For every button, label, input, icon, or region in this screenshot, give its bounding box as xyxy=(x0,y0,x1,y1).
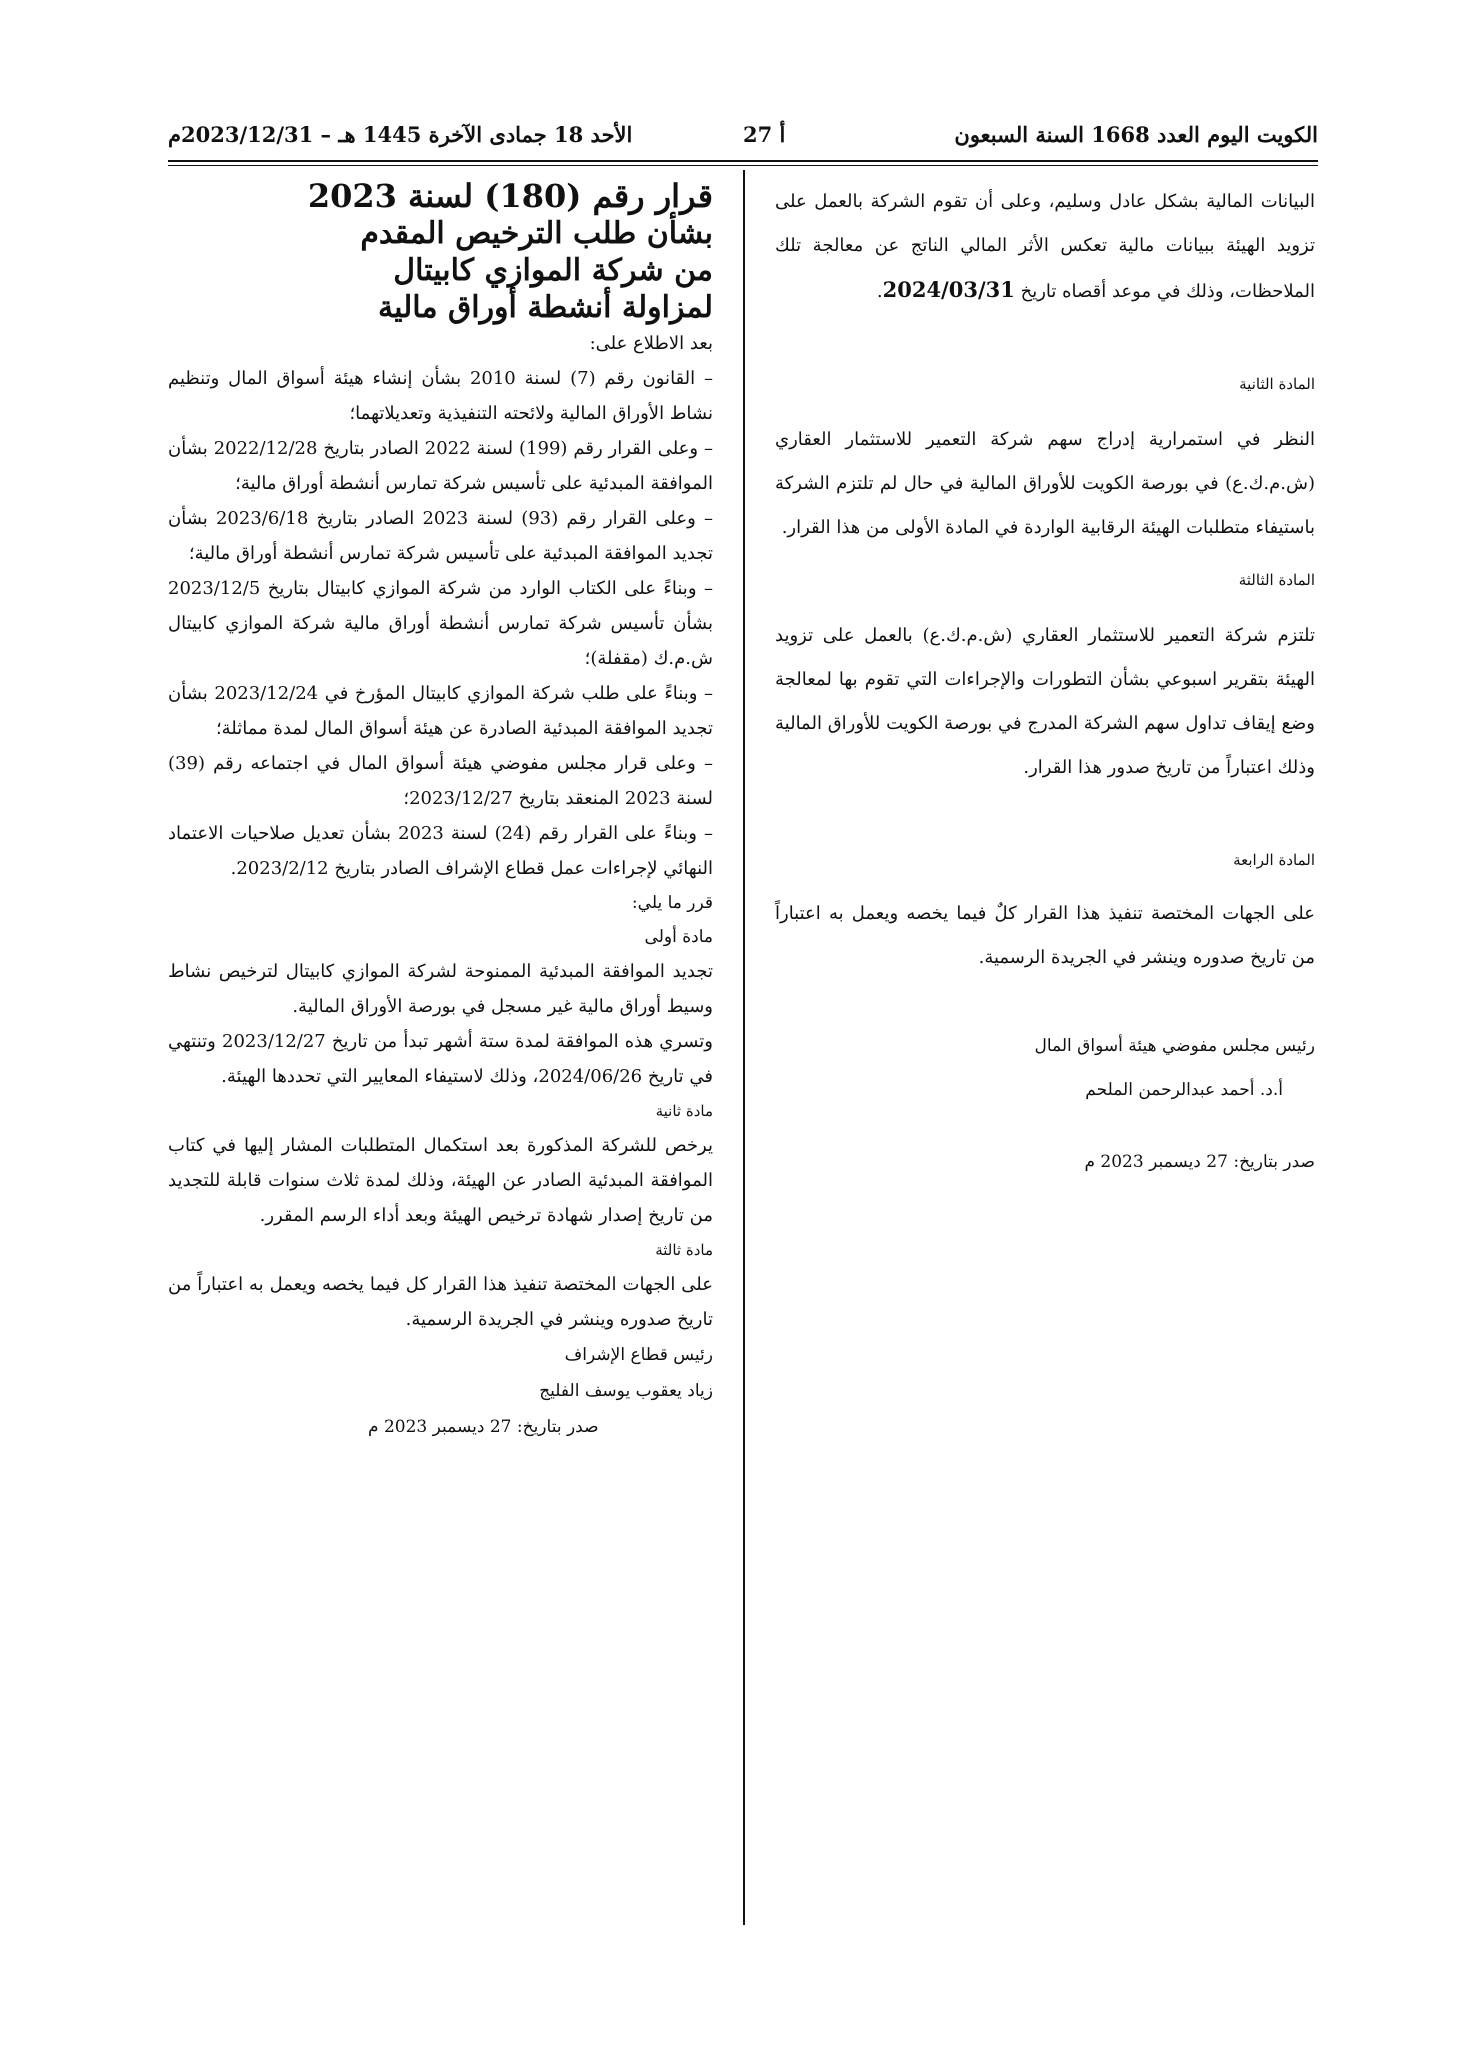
decision-title: قرار رقم (180) لسنة 2023 xyxy=(307,177,713,215)
preamble-item: – وبناءً على طلب شركة الموازي كابيتال المؤرخ في 2023/12/24 بشأن تجديد الموافقة المبدئية الصادرة عن هيئة أسواق المال لمدة مماثلة؛ xyxy=(168,683,714,739)
signatory-title: رئيس مجلس مفوضي هيئة أسواق المال xyxy=(1034,1036,1315,1056)
article-1-text-2: وتسري هذه الموافقة لمدة ستة أشهر تبدأ من تاريخ 2023/12/27 وتنتهي في تاريخ 2024/06/26، وذلك لاستيفاء المعايير التي تحددها الهيئة. xyxy=(168,1031,713,1087)
decision-subject-1: بشأن طلب الترخيص المقدم xyxy=(360,216,713,251)
signature-block xyxy=(775,1024,1315,1112)
signatory-title: رئيس قطاع الإشراف xyxy=(564,1345,713,1365)
article-3-text: على الجهات المختصة تنفيذ هذا القرار كل فيما يخصه ويعمل به اعتباراً من تاريخ صدوره وينشر في الجريدة الرسمية. xyxy=(168,1274,713,1330)
issue-date: صدر بتاريخ: 27 ديسمبر 2023 م xyxy=(1084,1152,1315,1172)
decision-subject-3: لمزاولة أنشطة أوراق مالية xyxy=(378,290,713,325)
article-2-text: النظر في استمرارية إدراج سهم شركة التعمير للاستثمار العقاري (ش.م.ك.ع) في بورصة الكويت للأوراق المالية في حال لم تلتزم الشركة باستيفاء متطلبات الهيئة الرقابية الواردة في المادة الأولى من هذا القرار. xyxy=(775,429,1315,538)
article-2-text: يرخص للشركة المذكورة بعد استكمال المتطلبات المشار إليها في كتاب الموافقة المبدئية الصادر عن الهيئة، وذلك لمدة ثلاث سنوات قابلة للتجديد من تاريخ إصدار شهادة ترخيص الهيئة وبعد أداء الرسم المقرر. xyxy=(168,1135,713,1226)
preamble-item: – وبناءً على القرار رقم (24) لسنة 2023 بشأن تعديل صلاحيات الاعتماد النهائي لإجراءات عمل قطاع الإشراف الصادر بتاريخ 2023/2/12. xyxy=(168,823,713,879)
article-1-text: تجديد الموافقة المبدئية الممنوحة لشركة الموازي كابيتال لترخيص نشاط وسيط أوراق مالية غير مسجل في بورصة الأوراق المالية. xyxy=(168,961,713,1017)
header-date: الأحد 18 جمادى الآخرة 1445 هـ – 2023/12/31م xyxy=(168,122,633,147)
left-column xyxy=(168,178,713,1445)
signatory-name: أ.د. أحمد عبدالرحمن الملحم xyxy=(1085,1080,1283,1100)
article-2-heading: مادة ثانية xyxy=(655,1102,713,1120)
issue-date: صدر بتاريخ: 27 ديسمبر 2023 م xyxy=(368,1417,599,1437)
decided-heading: قرر ما يلي: xyxy=(631,893,713,913)
article-2-heading: المادة الثانية xyxy=(1239,375,1315,393)
article-3-heading: مادة ثالثة xyxy=(655,1241,713,1259)
header-issue: الكويت اليوم العدد 1668 السنة السبعون xyxy=(954,122,1318,147)
header-rule xyxy=(168,160,1318,162)
article-3-heading: المادة الثالثة xyxy=(1238,571,1315,589)
signature-block xyxy=(168,1337,713,1409)
article-3-text: تلتزم شركة التعمير للاستثمار العقاري (ش.م.ك.ع) بالعمل على تزويد الهيئة بتقرير اسبوعي بشأن التطورات والإجراءات التي تقوم بها لمعالجة وضع إيقاف تداول سهم الشركة المدرج في بورصة الكويت للأوراق المالية وذلك اعتباراً من تاريخ صدور هذا القرار. xyxy=(775,625,1315,778)
page-number: أ 27 xyxy=(743,122,786,147)
right-column xyxy=(775,180,1315,1182)
article-4-heading: المادة الرابعة xyxy=(1233,851,1315,869)
preamble-item: – وعلى القرار رقم (199) لسنة 2022 الصادر بتاريخ 2022/12/28 بشأن الموافقة المبدئية على تأسيس شركة تمارس أنشطة أوراق مالية؛ xyxy=(168,438,714,494)
article-1-heading: مادة أولى xyxy=(644,927,713,947)
preamble-item: – وعلى القرار رقم (93) لسنة 2023 الصادر بتاريخ 2023/6/18 بشأن تجديد الموافقة المبدئية على تأسيس شركة تمارس أنشطة أوراق مالية؛ xyxy=(168,508,714,564)
preamble-item: – وعلى قرار مجلس مفوضي هيئة أسواق المال في اجتماعه رقم (39) لسنة 2023 المنعقد بتاريخ 2023/12/27؛ xyxy=(168,753,713,809)
preamble-item: – القانون رقم (7) لسنة 2010 بشأن إنشاء هيئة أسواق المال وتنظيم نشاط الأوراق المالية ولائحته التنفيذية وتعديلاتهما؛ xyxy=(168,368,713,424)
page-header xyxy=(168,118,1318,158)
preamble-item: – وبناءً على الكتاب الوارد من شركة الموازي كابيتال بتاريخ 2023/12/5 بشأن تأسيس شركة تمارس أنشطة أوراق مالية شركة الموازي كابيتال ش.م.ك (مقفلة)؛ xyxy=(168,578,713,669)
signatory-name: زياد يعقوب يوسف الفليج xyxy=(539,1381,713,1401)
preamble-item: بعد الاطلاع على: xyxy=(589,333,713,354)
decision-subject-2: من شركة الموازي كابيتال xyxy=(393,253,713,288)
continued-paragraph: البيانات المالية بشكل عادل وسليم، وعلى أن تقوم الشركة بالعمل على تزويد الهيئة ببيانات مالية تعكس الأثر المالي الناتج عن معالجة تلك الملاحظات، وذلك في موعد أقصاه تاريخ 2024/03/31. xyxy=(775,191,1315,302)
header-rule-thin xyxy=(168,165,1318,166)
article-4-text: على الجهات المختصة تنفيذ هذا القرار كلٌ فيما يخصه ويعمل به اعتباراً من تاريخ صدوره وينشر في الجريدة الرسمية. xyxy=(775,903,1315,968)
column-divider xyxy=(743,170,745,1925)
